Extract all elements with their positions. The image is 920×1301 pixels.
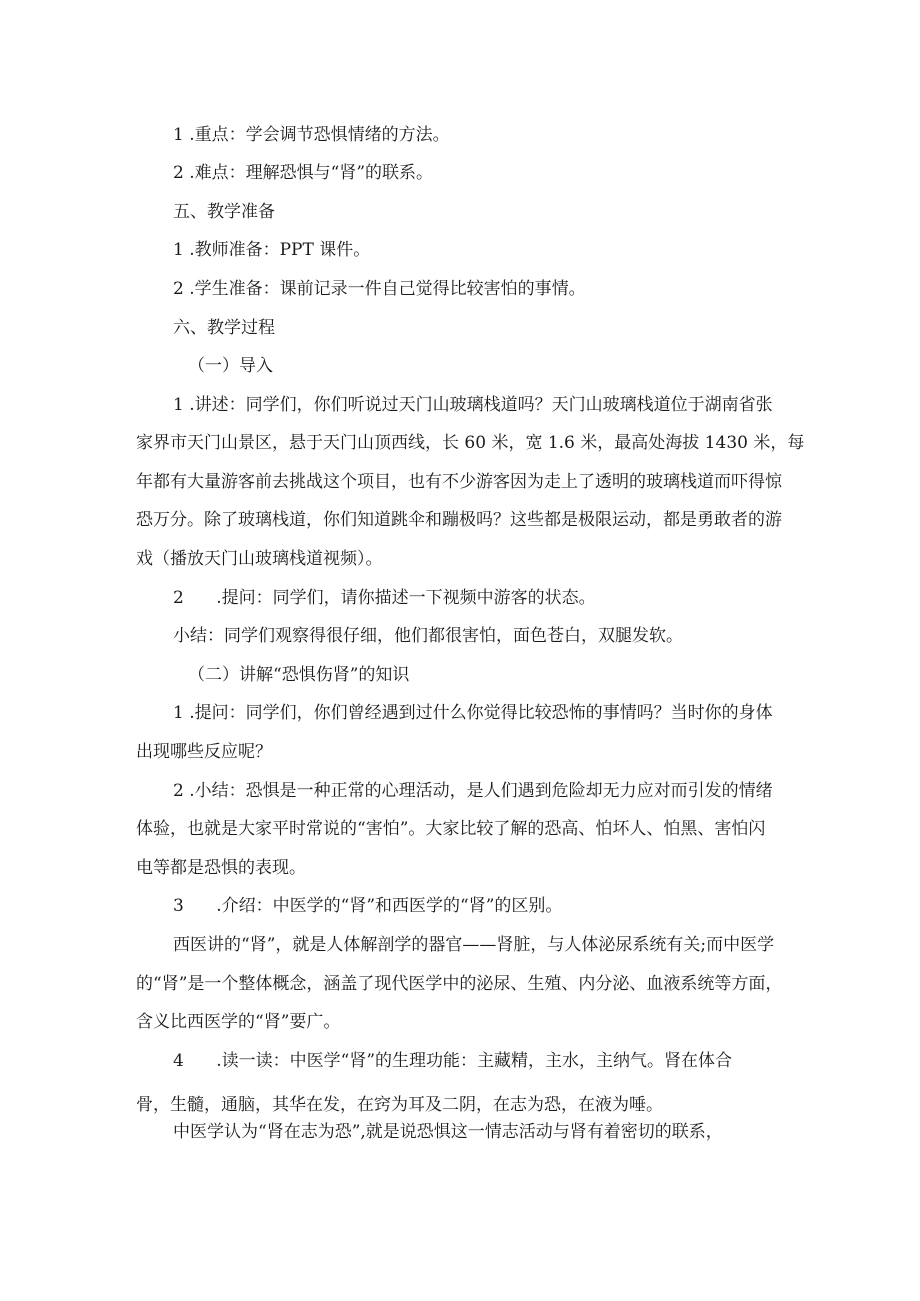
paragraph-line: 3 .介绍：中医学的“肾”和西医学的“肾”的区别。 <box>173 896 563 916</box>
section-heading-preparation: 五、教学准备 <box>173 202 275 222</box>
paragraph-line: 1 .提问：同学们，你们曾经遇到过什么你觉得比较恐怖的事情吗？当时你的身体 <box>173 703 773 723</box>
paragraph-line: 含义比西医学的“肾”要广。 <box>136 1012 341 1032</box>
paragraph-line: 恐万分。除了玻璃栈道，你们知道跳伞和蹦极吗？这些都是极限运动，都是勇敢者的游 <box>136 510 782 530</box>
paragraph-line: 家界市天门山景区，悬于天门山顶西线，长 60 米，宽 1.6 米，最高处海拔 1430 米，每 <box>136 433 805 453</box>
student-prep-line: 2 .学生准备：课前记录一件自己觉得比较害怕的事情。 <box>173 279 586 299</box>
paragraph-line: 体验，也就是大家平时常说的“害怕”。大家比较了解的恐高、怕坏人、怕黑、害怕闪 <box>136 819 766 839</box>
paragraph-line: 1 .讲述：同学们，你们听说过天门山玻璃栈道吗？天门山玻璃栈道位于湖南省张 <box>173 395 773 415</box>
paragraph-line: 中医学认为“肾在志为恐”,就是说恐惧这一情志活动与肾有着密切的联系， <box>173 1122 723 1142</box>
paragraph-line: 骨，生髓，通脑，其华在发，在窍为耳及二阴，在志为恐，在液为唾。 <box>136 1095 663 1115</box>
paragraph-line: 戏（播放天门山玻璃栈道视频）。 <box>136 549 383 569</box>
paragraph-line: 2 .小结：恐惧是一种正常的心理活动，是人们遇到危险却无力应对而引发的情绪 <box>173 781 773 801</box>
paragraph-line: 西医讲的“肾”，就是人体解剖学的器官——肾脏，与人体泌尿系统有关;而中医学 <box>173 935 775 955</box>
paragraph-line: 的“肾”是一个整体概念，涵盖了现代医学中的泌尿、生殖、内分泌、血液系统等方面， <box>136 974 783 994</box>
summary-line: 小结：同学们观察得很仔细，他们都很害怕，面色苍白，双腿发软。 <box>173 626 683 646</box>
subsection-heading-knowledge: （二）讲解“恐惧伤肾”的知识 <box>188 665 410 685</box>
paragraph-line: 4 .读一读：中医学“肾”的生理功能：主藏精，主水，主纳气。肾在体合 <box>173 1051 733 1071</box>
teacher-prep-line: 1 .教师准备：PPT 课件。 <box>173 240 371 260</box>
question-line: 2 .提问：同学们，请你描述一下视频中游客的状态。 <box>173 588 596 608</box>
section-heading-process: 六、教学过程 <box>173 318 275 338</box>
difficult-point-line: 2 .难点：理解恐惧与“肾”的联系。 <box>173 163 434 183</box>
paragraph-line: 年都有大量游客前去挑战这个项目，也有不少游客因为走上了透明的玻璃栈道而吓得惊 <box>136 472 782 492</box>
key-point-line: 1 .重点：学会调节恐惧情绪的方法。 <box>173 125 450 145</box>
paragraph-line: 出现哪些反应呢？ <box>136 742 272 762</box>
subsection-heading-intro: （一）导入 <box>188 356 273 376</box>
paragraph-line: 电等都是恐惧的表现。 <box>136 858 306 878</box>
